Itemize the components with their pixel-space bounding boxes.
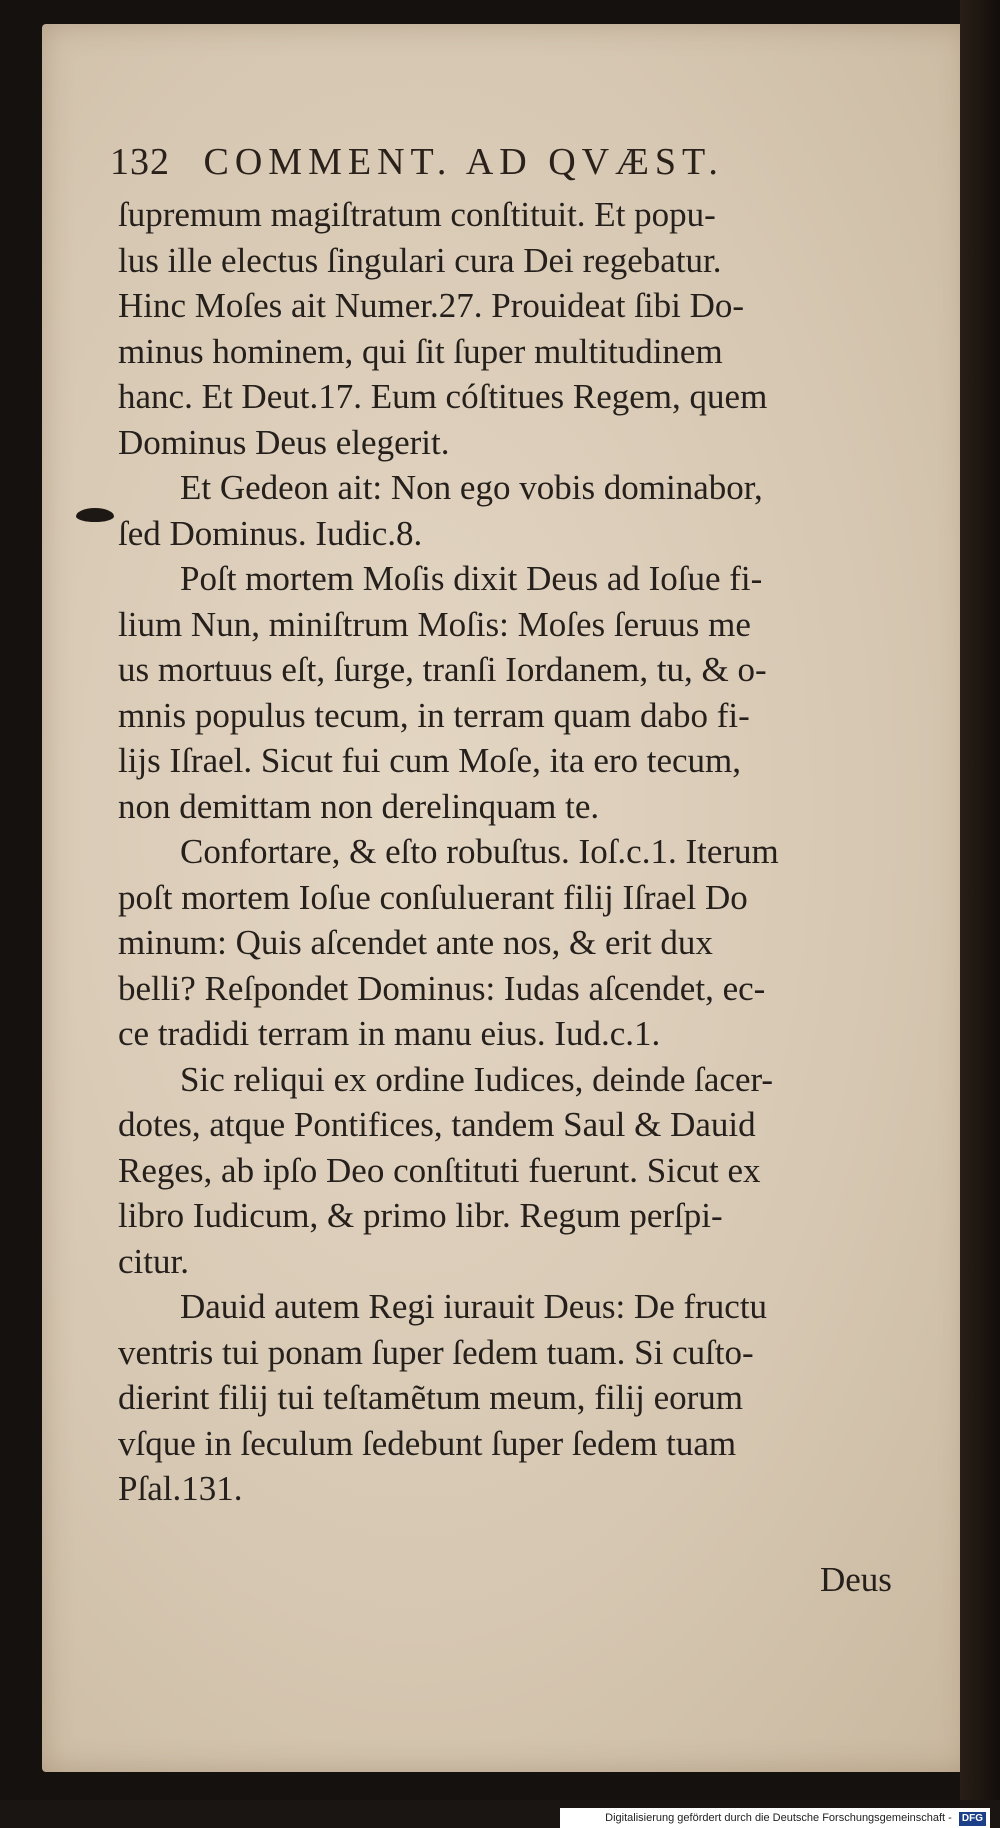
text-line: Dauid autem Regi iurauit Deus: De fructu xyxy=(180,1287,768,1326)
text-line: lium Nun, miniſtrum Moſis: Moſes ſeruus me xyxy=(118,604,751,644)
marginal-mark xyxy=(76,508,114,522)
text-line: citur. xyxy=(118,1241,189,1281)
scan-edge xyxy=(960,0,1000,1800)
text-line: lijs Iſrael. Sicut fui cum Moſe, ita ero tecum, xyxy=(118,741,742,780)
text-line: Reges, ab ipſo Deo conſtituti fuerunt. Sicut ex xyxy=(118,1150,761,1190)
text-line: dierint filij tui teſtamẽtum meum, filij eorum xyxy=(118,1378,744,1417)
text-line: Sic reliqui ex ordine Iudices, deinde ſacer- xyxy=(180,1059,774,1099)
text-line: ſupremum magiſtratum conſtituit. Et popu- xyxy=(118,195,716,234)
catchword: Deus xyxy=(820,1560,892,1599)
text-line: non demittam non derelinquam te. xyxy=(118,786,600,826)
text-line: ſed Dominus. Iudic.8. xyxy=(118,513,423,553)
text-line: poſt mortem Ioſue conſuluerant filij Iſrael Do xyxy=(118,877,748,917)
text-line: minus hominem, qui ſit ſuper multitudinem xyxy=(118,331,723,371)
text-line: Poſt mortem Moſis dixit Deus ad Ioſue fi- xyxy=(180,559,763,598)
running-head xyxy=(110,140,870,184)
footer-text: Digitalisierung gefördert durch die Deutsche Forschungsgemeinschaft - xyxy=(605,1812,952,1824)
text-line: Pſal.131. xyxy=(118,1469,243,1508)
text-line: libro Iudicum, & primo libr. Regum perſpi- xyxy=(118,1196,723,1235)
text-line: ce tradidi terram in manu eius. Iud.c.1. xyxy=(118,1014,661,1053)
dfg-logo: DFG xyxy=(959,1812,986,1826)
digitization-footer xyxy=(560,1808,990,1828)
text-line: Et Gedeon ait: Non ego vobis dominabor, xyxy=(180,468,763,507)
text-line: Confortare, & eſto robuſtus. Ioſ.c.1. Iterum xyxy=(180,832,779,871)
text-line: Dominus Deus elegerit. xyxy=(118,422,450,462)
running-title: COMMENT. AD QVÆST. xyxy=(203,141,724,183)
text-line: mnis populus tecum, in terram quam dabo fi- xyxy=(118,695,750,735)
body-text xyxy=(118,192,918,1512)
text-line: dotes, atque Pontifices, tandem Saul & Dauid xyxy=(118,1105,756,1144)
text-line: vſque in ſeculum ſedebunt ſuper ſedem tuam xyxy=(118,1423,737,1463)
text-line: belli? Reſpondet Dominus: Iudas aſcendet, ec- xyxy=(118,968,766,1008)
text-line: minum: Quis aſcendet ante nos, & erit dux xyxy=(118,923,713,962)
text-line: hanc. Et Deut.17. Eum cóſtitues Regem, quem xyxy=(118,377,768,416)
text-line: lus ille electus ſingulari cura Dei regebatur. xyxy=(118,240,722,280)
page-number: 132 xyxy=(110,141,170,183)
text-line: Hinc Moſes ait Numer.27. Prouideat ſibi Do- xyxy=(118,286,745,325)
text-line: ventris tui ponam ſuper ſedem tuam. Si cuſto- xyxy=(118,1332,754,1372)
text-line: us mortuus eſt, ſurge, tranſi Iordanem, tu, & o- xyxy=(118,650,767,689)
